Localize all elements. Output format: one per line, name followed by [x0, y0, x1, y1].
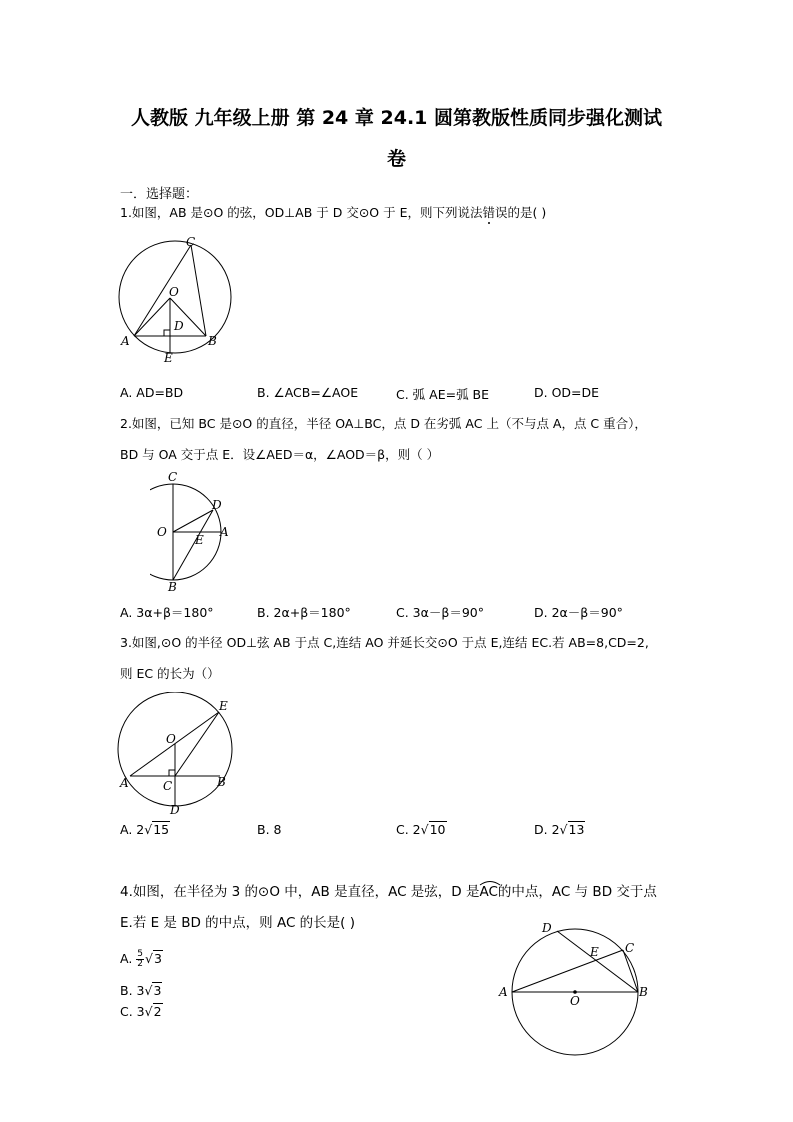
- q3-option-b: B. 8: [257, 822, 282, 837]
- point-label-e: E: [164, 351, 173, 365]
- q4-option-a: A. $\frac{5}{2}$ √3: [120, 949, 162, 969]
- point-label-c: C: [186, 235, 196, 249]
- point-label-o: O: [169, 285, 179, 299]
- point-label-b: B: [217, 775, 226, 789]
- question-3-line-1: 3.如图,⊙O 的半径 OD⊥弦 AB 于点 C,连结 AO 并延长交⊙O 于点 E,连结 EC.若 AB=8,CD=2,: [120, 635, 649, 650]
- q4-option-c: C. 3√2: [120, 1004, 162, 1019]
- section-heading: 一．选择题：: [120, 187, 199, 202]
- arc-mark: [479, 880, 501, 886]
- point-label-b: B: [208, 334, 217, 348]
- point-label-e: E: [590, 945, 599, 959]
- point-label-e: E: [219, 699, 228, 713]
- point-label-a: A: [220, 525, 229, 539]
- point-label-a: A: [499, 985, 508, 999]
- q4-option-b: B. 3√3: [120, 983, 162, 998]
- point-label-d: D: [174, 319, 184, 333]
- point-label-d: D: [542, 921, 552, 935]
- q1-option-a: A. AD=BD: [120, 385, 184, 400]
- point-label-c: C: [168, 470, 178, 484]
- question-2-line-1: 2.如图，已知 BC 是⊙O 的直径，半径 OA⊥BC，点 D 在劣弧 AC 上（不与点 A，点 C 重合），: [120, 416, 647, 431]
- point-label-b: B: [168, 580, 177, 594]
- point-label-c: C: [163, 779, 173, 793]
- q2-option-d: D. 2α－β＝90°: [534, 605, 623, 620]
- point-label-b: B: [639, 985, 648, 999]
- point-label-o: O: [166, 732, 176, 746]
- q3-option-c: C. 2√10: [396, 822, 446, 837]
- page-title-continued: 卷: [386, 148, 406, 170]
- q1-option-d: D. OD=DE: [534, 385, 600, 400]
- question-1-figure: [112, 234, 242, 366]
- point-label-c: C: [625, 941, 635, 955]
- q1-option-c: C. 弧 AE=弧 BE: [396, 387, 490, 402]
- q3-option-d: D. 2√13: [534, 822, 585, 837]
- question-4-figure: [490, 918, 660, 1058]
- q3-option-a: A. 2√15: [120, 822, 170, 837]
- question-1-text: 1.如图，AB 是⊙O 的弦，OD⊥AB 于 D 交⊙O 于 E，则下列说法错误的是( ): [120, 205, 547, 220]
- point-label-o: O: [157, 525, 167, 539]
- point-label-d: D: [170, 803, 180, 816]
- emphasis-mark: 错: [482, 205, 496, 220]
- question-4-line-1: 4.如图，在半径为 3 的⊙O 中，AB 是直径，AC 是弦，D 是 AC的中点，AC 与 BD 交于点: [120, 883, 657, 901]
- point-label-a: A: [120, 776, 129, 790]
- question-3-line-2: 则 EC 的长为（）: [120, 666, 220, 681]
- q2-option-c: C. 3α－β＝90°: [396, 605, 485, 620]
- q2-option-a: A. 3α+β＝180°: [120, 605, 214, 620]
- q1-option-b: B. ∠ACB=∠AOE: [257, 385, 359, 400]
- question-4-line-2: E.若 E 是 BD 的中点，则 AC 的长是( ): [120, 915, 356, 931]
- point-label-a: A: [121, 334, 130, 348]
- q2-option-b: B. 2α+β＝180°: [257, 605, 351, 620]
- point-label-d: D: [212, 498, 222, 512]
- question-2-line-2: BD 与 OA 交于点 E．设∠AED＝α，∠AOD＝β，则（ ）: [120, 447, 440, 462]
- page-title: 人教版 九年级上册 第 24 章 24.1 圆第教版性质同步强化测试: [130, 107, 662, 129]
- question-2-figure: [150, 469, 240, 597]
- point-label-e: E: [195, 533, 204, 547]
- question-3-figure: [112, 692, 240, 816]
- point-label-o: O: [570, 994, 580, 1008]
